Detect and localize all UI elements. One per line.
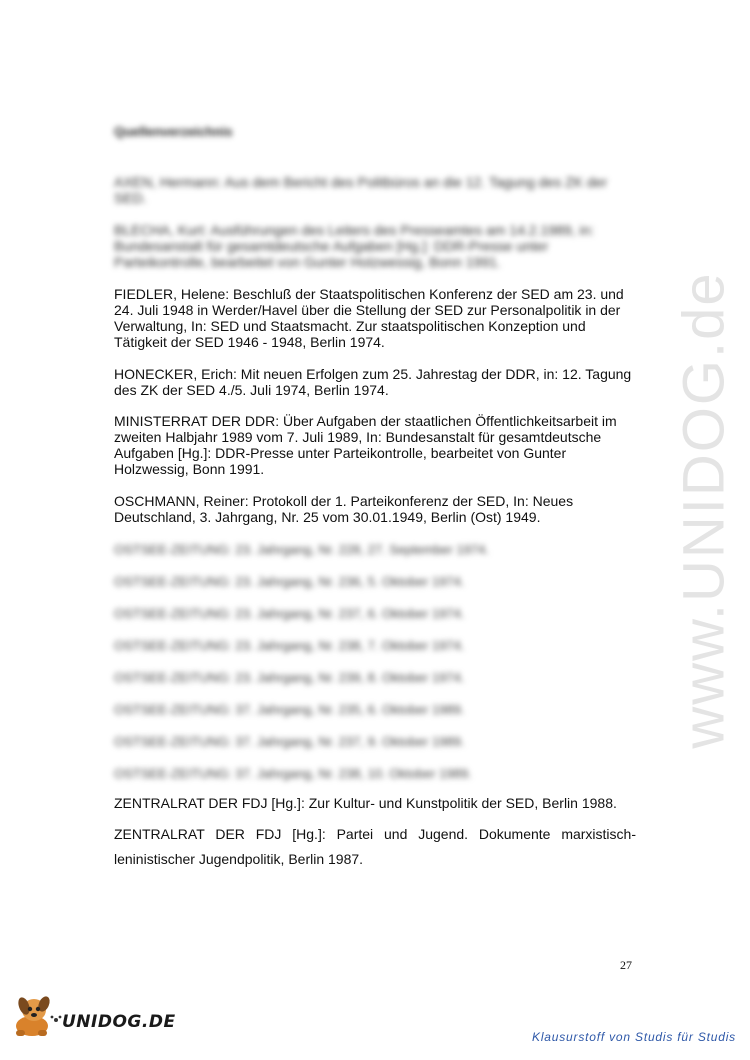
- bibliography-entry-axen: AXEN, Hermann: Aus dem Bericht des Politbüros an die 12. Tagung des ZK der SED.: [114, 174, 608, 206]
- logo-wordmark: UNIDOG.DE: [62, 1012, 176, 1032]
- bibliography-entry-fiedler: FIEDLER, Helene: Beschluß der Staatspolitischen Konferenz der SED am 23. und 24. Juli 1948 in Werder/Havel über die Stellung der SED zur Personalpolitik in der Verwaltung, In: SED und Staatsmacht. Zur staatspolitischen Konzeption und Tätigkeit der SED 1946 - 1948, Berlin 1974.: [114, 286, 624, 350]
- bibliography-entry-oschmann: OSCHMANN, Reiner: Protokoll der 1. Parteikonferenz der SED, In: Neues Deutschland, 3. Jahrgang, Nr. 25 vom 30.01.1949, Berlin (Ost) 1949.: [114, 493, 574, 525]
- bibliography-entry-ostsee: OSTSEE-ZEITUNG: 23. Jahrgang, Nr. 228, 27. September 1974.: [114, 542, 490, 557]
- bibliography-entry-zentralrat-2: ZENTRALRAT DER FDJ [Hg.]: Partei und Jugend. Dokumente marxistisch-leninistischer Jugendpolitik, Berlin 1987.: [114, 826, 636, 867]
- bibliography-entry-ostsee: OSTSEE-ZEITUNG: 23. Jahrgang, Nr. 238, 7. Oktober 1974.: [114, 638, 465, 653]
- bibliography-entry-ministerrat: MINISTERRAT DER DDR: Über Aufgaben der staatlichen Öffentlichkeitsarbeit im zweiten Halbjahr 1989 vom 7. Juli 1989, In: Bundesanstalt für gesamtdeutsche Aufgaben [Hg.]: DDR-Presse unter Parteikontrolle, bearbeitet von Gunter Holzwessig, Bonn 1991.: [114, 413, 617, 477]
- bibliography-entry-ostsee: OSTSEE-ZEITUNG: 23. Jahrgang, Nr. 237, 6. Oktober 1974.: [114, 606, 465, 621]
- bibliography-entry-ostsee: OSTSEE-ZEITUNG: 37. Jahrgang, Nr. 238, 10. Oktober 1989.: [114, 766, 472, 781]
- bibliography-entry-ostsee: OSTSEE-ZEITUNG: 23. Jahrgang, Nr. 236, 5. Oktober 1974.: [114, 574, 465, 589]
- bibliography-entry-zentralrat-1: ZENTRALRAT DER FDJ [Hg.]: Zur Kultur- und Kunstpolitik der SED, Berlin 1988.: [114, 795, 617, 811]
- bibliography-entry-ostsee: OSTSEE-ZEITUNG: 37. Jahrgang, Nr. 235, 6. Oktober 1989.: [114, 702, 465, 717]
- page-number: 27: [620, 958, 632, 972]
- bibliography-entry-ostsee: OSTSEE-ZEITUNG: 37. Jahrgang, Nr. 237, 9. Oktober 1989.: [114, 734, 465, 749]
- footer-tagline: Klausurstoff von Studis für Studis: [532, 1030, 736, 1044]
- bibliography-entry-ostsee: OSTSEE-ZEITUNG: 23. Jahrgang, Nr. 239, 8. Oktober 1974.: [114, 670, 465, 685]
- watermark: www.UNIDOG.de: [671, 271, 737, 749]
- dog-mascot-icon: [6, 986, 66, 1042]
- bibliography-entry-honecker: HONECKER, Erich: Mit neuen Erfolgen zum 25. Jahrestag der DDR, in: 12. Tagung des ZK der SED 4./5. Juli 1974, Berlin 1974.: [114, 366, 632, 398]
- bibliography-entry-blecha: BLECHA, Kurt: Ausführungen des Leiters des Presseamtes am 14.2.1989, in: Bundesanstalt für gesamtdeutsche Aufgaben [Hg.]: DDR-Presse unter Parteikontrolle, bearbeitet von Gunter Holzwessig, Bonn 1991.: [114, 222, 595, 270]
- page-heading: Quellenverzeichnis: [114, 124, 233, 139]
